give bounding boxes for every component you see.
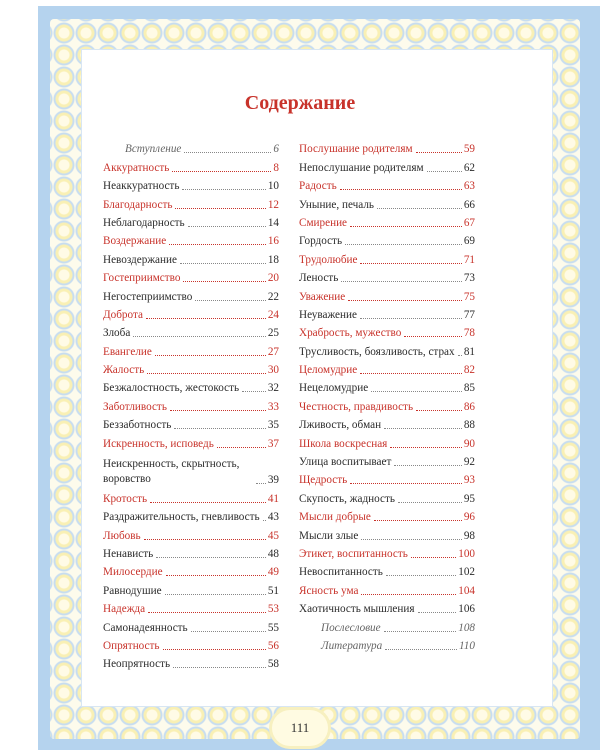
toc-leader-dots [170,409,266,411]
toc-leader-dots [350,225,462,227]
toc-entry[interactable] [299,616,475,634]
toc-entry[interactable] [103,230,279,248]
toc-leader-dots [156,556,266,558]
toc-entry-page: 73 [463,272,475,285]
toc-entry-title: Улица воспитывает [299,456,392,469]
toc-entry-page: 35 [267,419,279,432]
toc-entry-title: Лживость, обман [299,419,382,432]
toc-entry-page: 88 [463,419,475,432]
toc-entry-page: 82 [463,364,475,377]
toc-entry-page: 59 [463,143,475,156]
toc-leader-dots [174,427,266,429]
toc-leader-dots [374,519,462,521]
toc-leader-dots [384,630,457,632]
toc-leader-dots [418,611,457,613]
toc-entry-page: 30 [267,364,279,377]
toc-entry-title: Безжалостность, жестокость [103,382,240,395]
toc-entry[interactable] [103,395,279,413]
toc-entry[interactable] [103,377,279,395]
toc-entry-page: 108 [458,621,475,634]
toc-entry-title: Трудолюбие [299,253,358,266]
toc-entry-page: 77 [463,308,475,321]
toc-entry-page: 96 [463,511,475,524]
toc-entry[interactable] [103,635,279,653]
toc-leader-dots [175,207,265,209]
toc-leader-dots [155,354,266,356]
toc-entry-title: Невоспитанность [299,566,383,579]
toc-entry-title: Милосердие [103,566,163,579]
toc-entry-page: 86 [463,400,475,413]
toc-entry-page: 22 [267,290,279,303]
toc-entry-page: 14 [267,216,279,229]
toc-leader-dots [166,574,266,576]
toc-entry-page: 104 [458,584,475,597]
toc-leader-dots [147,372,266,374]
toc-entry-page: 37 [267,437,279,450]
toc-entry-title: Раздражительность, гневливость [103,511,260,524]
toc-leader-dots [195,299,265,301]
toc-entry-page: 92 [463,456,475,469]
toc-entry-title: Честность, правдивость [299,400,414,413]
toc-entry-page: 51 [267,584,279,597]
toc-entry-title: Кротость [103,492,148,505]
toc-entry-page: 33 [267,400,279,413]
toc-entry-title: Уныние, печаль [299,198,375,211]
toc-entry-title: Щедрость [299,474,348,487]
toc-entry-title: Мысли злые [299,529,359,542]
toc-entry-title: Радость [299,180,337,193]
toc-leader-dots [360,372,462,374]
toc-entry-page: 98 [463,529,475,542]
toc-entry-title: Аккуратность [103,161,170,174]
toc-entry-title: Опрятность [103,639,160,652]
toc-entry-page: 85 [463,382,475,395]
toc-entry-title: Уважение [299,290,346,303]
toc-entry[interactable] [299,524,475,542]
toc-leader-dots [165,593,266,595]
toc-entry[interactable] [299,432,475,450]
toc-entry-page: 12 [267,198,279,211]
toc-leader-dots [371,390,462,392]
toc-entry[interactable] [299,193,475,211]
toc-entry-page: 16 [267,235,279,248]
toc-entry-title: Благодарность [103,198,173,211]
toc-leader-dots [411,556,456,558]
toc-entry-page: 53 [267,603,279,616]
toc-entry[interactable] [103,432,279,450]
toc-entry[interactable] [299,138,475,156]
toc-leader-dots [173,666,266,668]
toc-entry[interactable] [299,506,475,524]
toc-entry-title: Школа воскресная [299,437,388,450]
toc-leader-dots [385,648,457,650]
toc-entry[interactable] [103,340,279,358]
toc-entry[interactable] [299,285,475,303]
toc-entry-title: Неблагодарность [103,216,185,229]
toc-leader-dots [361,593,456,595]
toc-leader-dots [416,409,462,411]
toc-leader-dots [242,390,266,392]
toc-leader-dots [384,427,462,429]
toc-entry[interactable] [103,267,279,285]
toc-entry-page: 43 [267,511,279,524]
toc-entry[interactable] [103,524,279,542]
toc-entry[interactable] [103,304,279,322]
toc-leader-dots [360,317,462,319]
toc-entry-page: 25 [267,327,279,340]
toc-entry-page: 6 [273,143,279,156]
toc-entry-title: Заботливость [103,400,167,413]
toc-column-right [299,138,475,653]
toc-entry[interactable] [299,395,475,413]
toc-entry-title: Злоба [103,327,131,340]
toc-entry-page: 100 [458,547,475,560]
toc-entry-title: Этикет, воспитанность [299,547,408,560]
toc-entry-page: 56 [267,639,279,652]
toc-entry[interactable] [103,212,279,230]
toc-leader-dots [377,207,462,209]
toc-leader-dots [361,538,462,540]
toc-entry[interactable] [299,359,475,377]
toc-entry-page: 58 [267,658,279,671]
toc-entry-page: 27 [267,345,279,358]
toc-entry-title: Невоздержание [103,253,177,266]
toc-entry-title: Ненависть [103,548,154,560]
toc-entry-title: Послушание родителям [299,143,413,156]
toc-entry-page: 67 [463,216,475,229]
toc-leader-dots [263,519,266,521]
toc-leader-dots [217,446,266,448]
toc-leader-dots [398,501,462,503]
toc-entry-title: Неаккуратность [103,180,180,193]
toc-entry-title: Гостеприимство [103,272,181,285]
toc-entry[interactable] [299,248,475,266]
toc-leader-dots [345,243,462,245]
page-title: Содержание [244,92,356,114]
toc-entry-title: Неопрятность [103,658,171,671]
toc-entry[interactable] [299,377,475,395]
toc-entry[interactable] [299,487,475,505]
toc-entry[interactable] [299,230,475,248]
toc-entry-page: 81 [463,345,475,358]
toc-leader-dots [184,151,271,153]
toc-entry[interactable] [299,635,475,653]
toc-entry[interactable] [103,543,279,561]
toc-entry[interactable] [103,451,279,488]
page-number: 111 [272,710,328,746]
toc-entry[interactable] [103,653,279,671]
toc-entry[interactable] [299,543,475,561]
toc-entry[interactable] [103,285,279,303]
toc-entry-page: 24 [267,308,279,321]
toc-leader-dots [341,280,462,282]
toc-entry[interactable] [103,359,279,377]
toc-entry-page: 45 [267,529,279,542]
toc-entry-title: Литература [321,639,383,652]
toc-entry[interactable] [103,248,279,266]
toc-leader-dots [348,299,462,301]
toc-entry-title: Мысли добрые [299,511,371,524]
toc-leader-dots [191,630,266,632]
toc-entry-title: Негостеприимство [103,290,193,303]
toc-entry[interactable] [299,267,475,285]
toc-entry-page: 49 [267,566,279,579]
toc-leader-dots [350,482,462,484]
toc-entry-title: Неуважение [299,308,357,321]
toc-entry-title: Любовь [103,529,141,542]
toc-entry-title: Доброта [103,308,143,321]
toc-entry-page: 32 [267,382,279,395]
toc-entry[interactable] [299,322,475,340]
toc-leader-dots [458,354,462,356]
toc-leader-dots [390,446,461,448]
toc-column-left [103,138,279,671]
toc-entry[interactable] [103,487,279,505]
toc-entry[interactable] [103,138,279,156]
toc-entry-page: 8 [273,161,279,174]
toc-entry-title: Смирение [299,216,348,229]
toc-entry-title: Жалость [103,364,145,377]
toc-entry-page: 106 [458,603,475,616]
toc-leader-dots [144,538,266,540]
toc-entry[interactable] [299,598,475,616]
toc-leader-dots [183,280,265,282]
toc-entry[interactable] [299,340,475,358]
toc-leader-dots [188,225,266,227]
toc-entry-page: 75 [463,290,475,303]
toc-leader-dots [386,574,456,576]
toc-entry-title: Воздержание [103,235,167,248]
toc-entry-page: 18 [267,253,279,266]
toc-entry[interactable] [103,598,279,616]
toc-entry-title: Храбрость, мужество [299,327,402,340]
toc-entry[interactable] [103,193,279,211]
toc-leader-dots [163,648,266,650]
toc-entry[interactable] [103,414,279,432]
toc-leader-dots [360,262,461,264]
toc-entry[interactable] [299,156,475,174]
toc-entry[interactable] [299,212,475,230]
toc-entry-page: 10 [267,180,279,193]
toc-entry-title: Равнодушие [103,584,162,597]
toc-entry[interactable] [103,156,279,174]
toc-entry-page: 63 [463,180,475,193]
toc-leader-dots [256,482,266,484]
toc-entry[interactable] [299,304,475,322]
toc-leader-dots [180,262,266,264]
toc-leader-dots [416,151,462,153]
toc-entry-page: 62 [463,161,475,174]
toc-entry-page: 41 [267,492,279,505]
toc-entry-page: 102 [458,566,475,579]
toc-entry-title: Послесловие [321,621,381,634]
toc-entry-title: Гордость [299,235,343,248]
toc-leader-dots [169,243,266,245]
toc-leader-dots [340,188,462,190]
toc-entry[interactable] [299,414,475,432]
toc-entry-page: 93 [463,474,475,487]
toc-entry-title: Самонадеянность [103,621,188,634]
toc-entry-page: 69 [463,235,475,248]
toc-entry-title: Беззаботность [103,419,172,432]
toc-entry-title: Искренность, исповедь [103,437,214,450]
toc-entry-title: Хаотичность мышления [299,603,415,616]
toc-leader-dots [394,464,461,466]
toc-leader-dots [182,188,265,190]
toc-entry[interactable] [299,579,475,597]
toc-entry-page: 20 [267,272,279,285]
toc-entry-page: 95 [463,492,475,505]
toc-entry-title: Скупость, жадность [299,492,395,505]
toc-leader-dots [404,335,461,337]
toc-entry[interactable] [299,175,475,193]
toc-entry-title: Непослушание родителям [299,161,424,174]
toc-entry-page: 48 [267,548,279,560]
toc-leader-dots [150,501,266,503]
toc-entry-title: Неискренность, скрытность, воровство [103,458,240,486]
toc-entry[interactable] [103,175,279,193]
toc-entry-title: Ясность ума [299,584,359,597]
toc-leader-dots [427,170,462,172]
toc-entry-page: 71 [463,253,475,266]
toc-entry-page: 66 [463,198,475,211]
toc-leader-dots [172,170,271,172]
toc-entry[interactable] [299,469,475,487]
toc-entry-page: 110 [459,639,475,652]
toc-entry-title: Трусливость, боязливость, страх [299,345,455,358]
toc-entry-title: Надежда [103,603,146,616]
toc-entry-title: Вступление [125,143,182,156]
toc-entry-page: 39 [267,474,279,487]
toc-entry[interactable] [103,561,279,579]
toc-entry-title: Нецеломудрие [299,382,369,395]
toc-entry[interactable] [103,579,279,597]
toc-leader-dots [146,317,266,319]
toc-entry[interactable] [103,322,279,340]
toc-entry-title: Целомудрие [299,364,358,377]
toc-entry-title: Евангелие [103,345,152,358]
toc-entry[interactable] [103,616,279,634]
toc-entry[interactable] [299,561,475,579]
toc-entry-page: 78 [463,327,475,340]
toc-leader-dots [148,611,266,613]
toc-entry-title: Леность [299,272,339,285]
toc-leader-dots [133,335,266,337]
toc-entry[interactable] [103,506,279,524]
toc-entry[interactable] [299,451,475,469]
toc-entry-page: 55 [267,621,279,634]
toc-entry-page: 90 [463,437,475,450]
